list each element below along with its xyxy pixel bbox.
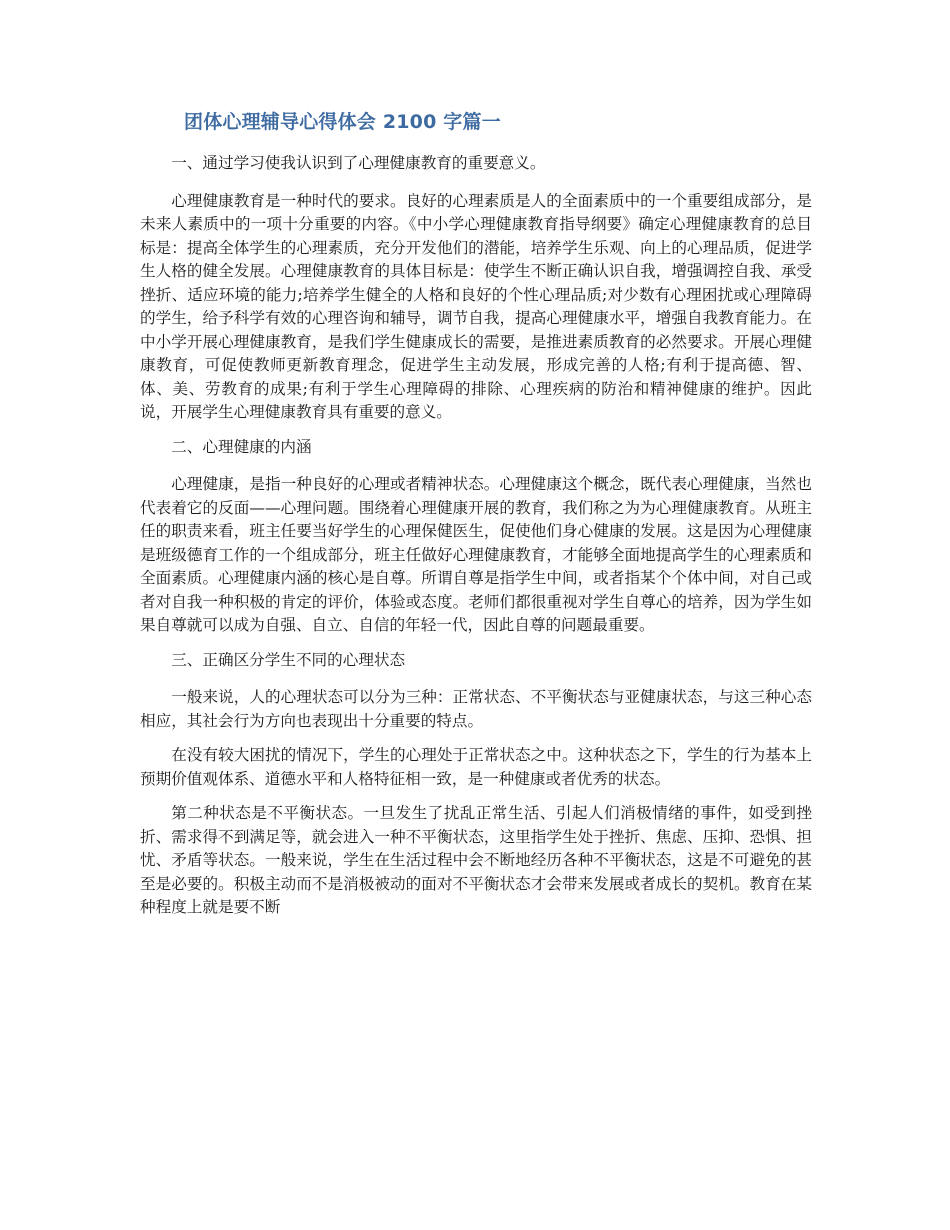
document-body	[140, 108, 812, 931]
paragraph-1: 心理健康教育是一种时代的要求。良好的心理素质是人的全面素质中的一个重要组成部分，是未来人素质中的一项十分重要的内容。《中小学心理健康教育指导纲要》确定心理健康教育的总目标是：提高全体学生的心理素质，充分开发他们的潜能，培养学生乐观、向上的心理品质，促进学生人格的健全发展。心理健康教育的具体目标是：使学生不断正确认识自我，增强调控自我、承受挫折、适应环境的能力;培养学生健全的人格和良好的个性心理品质;对少数有心理困扰或心理障碍的学生，给予科学有效的心理咨询和辅导，调节自我，提高心理健康水平，增强自我教育能力。在中小学开展心理健康教育，是我们学生健康成长的需要，是推进素质教育的必然要求。开展心理健康教育，可促使教师更新教育理念，促进学生主动发展，形成完善的人格;有利于提高德、智、体、美、劳教育的成果;有利于学生心理障碍的排除、心理疾病的防治和精神健康的维护。因此说，开展学生心理健康教育具有重要的意义。	[140, 191, 812, 421]
section-heading-3: 三、正确区分学生不同的心理状态	[171, 650, 406, 669]
paragraph-4: 在没有较大困扰的情况下，学生的心理处于正常状态之中。这种状态之下，学生的行为基本上预期价值观体系、道德水平和人格特征相一致，是一种健康或者优秀的状态。	[140, 746, 812, 788]
paragraph-5: 第二种状态是不平衡状态。一旦发生了扰乱正常生活、引起人们消极情绪的事件，如受到挫折、需求得不到满足等，就会进入一种不平衡状态，这里指学生处于挫折、焦虑、压抑、恐惧、担忧、矛盾等状态。一般来说，学生在生活过程中会不断地经历各种不平衡状态，这是不可避免的甚至是必要的。积极主动而不是消极被动的面对不平衡状态才会带来发展或者成长的契机。教育在某种程度上就是要不断	[140, 804, 812, 916]
section-heading-1: 一、通过学习使我认识到了心理健康教育的重要意义。	[171, 154, 546, 172]
document-title: 团体心理辅导心得体会 2100 字篇一	[184, 111, 501, 133]
section-heading-2: 二、心理健康的内涵	[171, 437, 312, 456]
paragraph-3: 一般来说，人的心理状态可以分为三种：正常状态、不平衡状态与亚健康状态，与这三种心态相应，其社会行为方向也表现出十分重要的特点。	[140, 688, 812, 730]
paragraph-2: 心理健康，是指一种良好的心理或者精神状态。心理健康这个概念，既代表心理健康，当然也代表着它的反面——心理问题。围绕着心理健康开展的教育，我们称之为为心理健康教育。从班主任的职责来看，班主任要当好学生的心理保健医生，促使他们身心健康的发展。这是因为心理健康是班级德育工作的一个组成部分，班主任做好心理健康教育，才能够全面地提高学生的心理素质和全面素质。心理健康内涵的核心是自尊。所谓自尊是指学生中间，或者指某个个体中间，对自己或者对自我一种积极的肯定的评价，体验或态度。老师们都很重视对学生自尊心的培养，因为学生如果自尊就可以成为自强、自立、自信的年轻一代，因此自尊的问题最重要。	[140, 475, 812, 634]
